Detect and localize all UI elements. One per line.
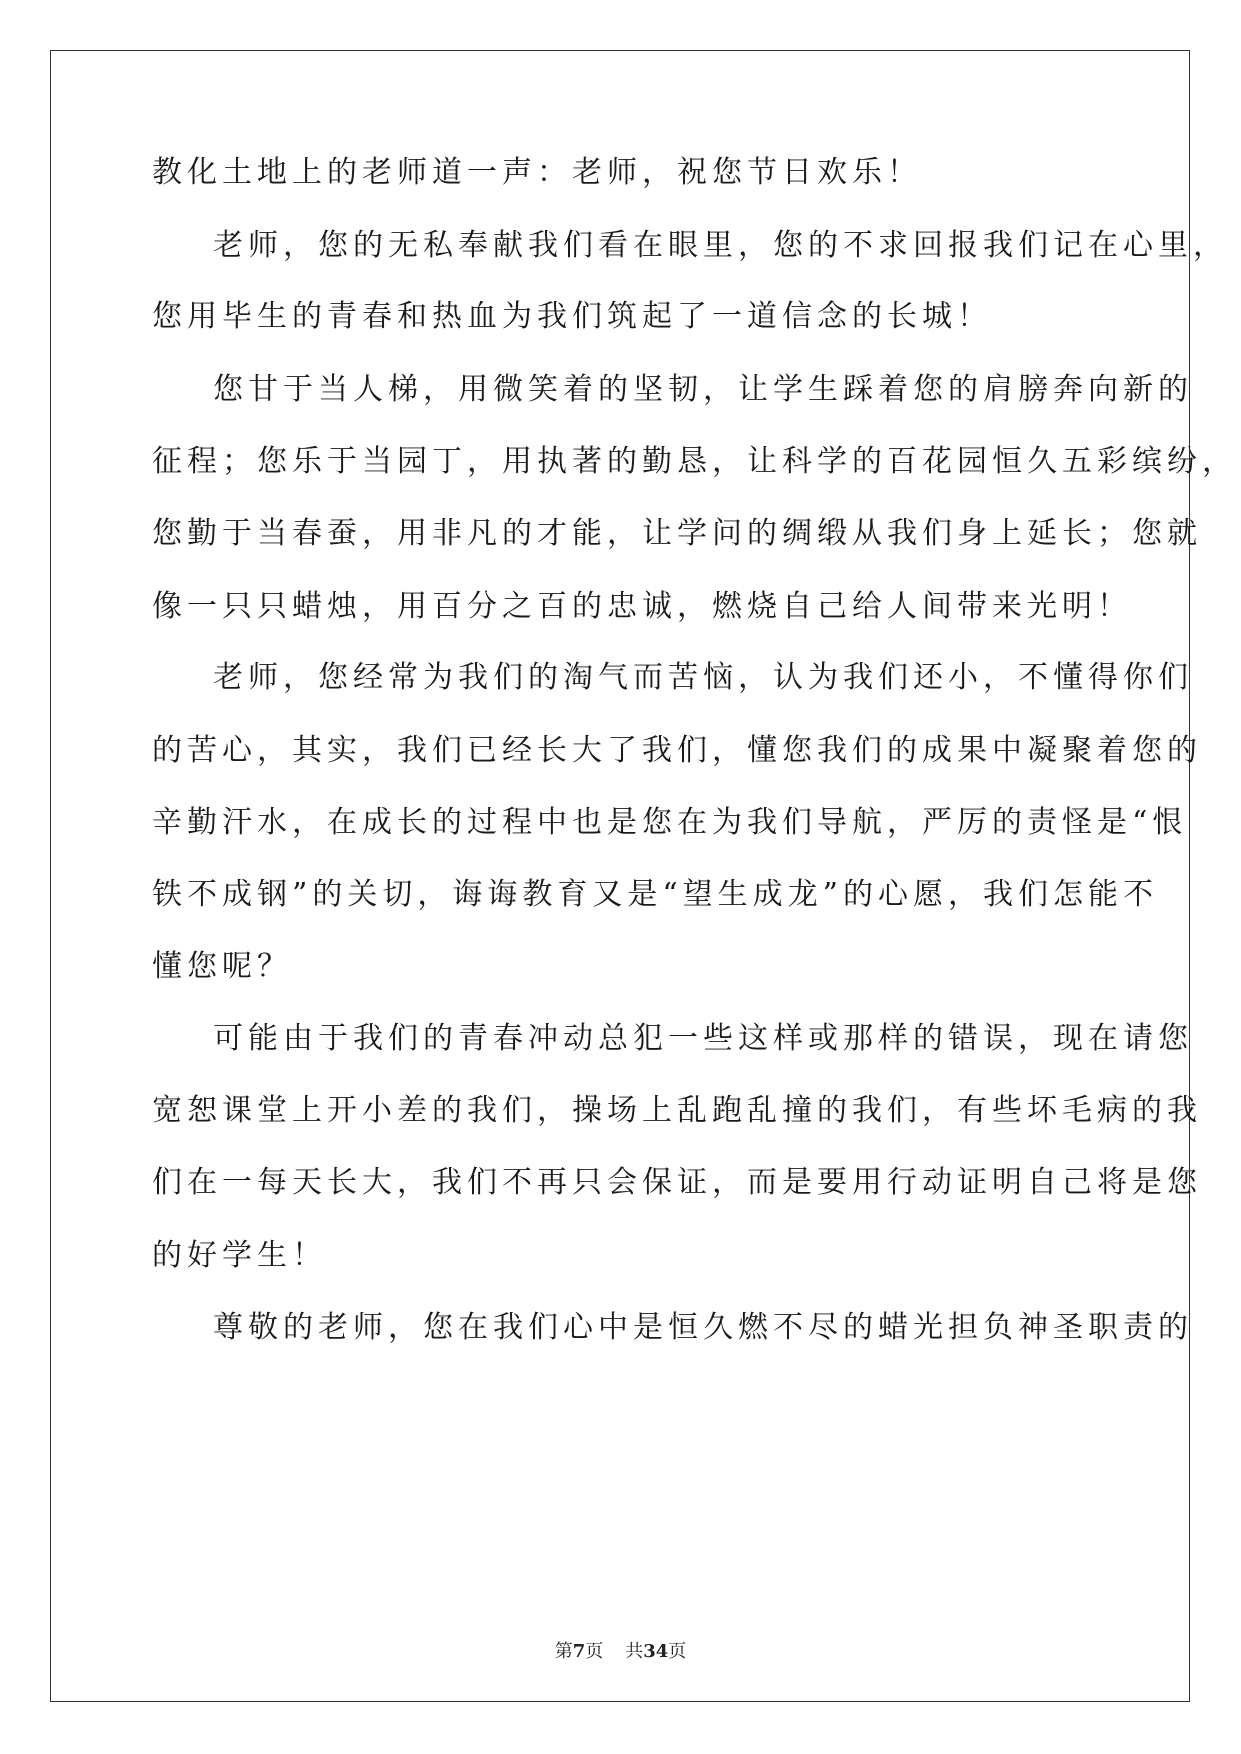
paragraph-line: 您用毕生的青春和热血为我们筑起了一道信念的长城！ <box>152 299 992 334</box>
total-pages: 34 <box>643 1641 669 1662</box>
paragraph-line: 铁不成钢”的关切，诲诲教育又是“望生成龙”的心愿，我们怎能不 <box>152 877 1159 912</box>
paragraph-line: 的苦心，其实，我们已经长大了我们，懂您我们的成果中凝聚着您的 <box>152 733 1202 768</box>
paragraph-line: 像一只只蜡烛，用百分之百的忠诚，燃烧自己给人间带来光明！ <box>152 589 1132 624</box>
paragraph-line: 征程；您乐于当园丁，用执著的勤恳，让科学的百花园恒久五彩缤纷， <box>152 444 1237 479</box>
paragraph-line: 您甘于当人梯，用微笑着的坚韧，让学生踩着您的肩膀奔向新的 <box>213 372 1193 407</box>
paragraph-line: 老师，您经常为我们的淘气而苦恼，认为我们还小，不懂得你们 <box>213 660 1193 695</box>
paragraph-line: 尊敬的老师，您在我们心中是恒久燃不尽的蜡光担负神圣职责的 <box>213 1310 1193 1345</box>
page-footer <box>0 1640 1241 1664</box>
paragraph-line: 们在一每天长大，我们不再只会保证，而是要用行动证明自己将是您 <box>152 1165 1202 1200</box>
page-prefix: 第 <box>554 1641 573 1662</box>
total-prefix: 共 <box>625 1641 644 1662</box>
page-number: 7 <box>572 1641 586 1662</box>
paragraph-line: 教化土地上的老师道一声：老师，祝您节日欢乐！ <box>152 155 922 190</box>
paragraph-line: 的好学生！ <box>152 1238 327 1273</box>
paragraph-line: 宽恕课堂上开小差的我们，操场上乱跑乱撞的我们，有些坏毛病的我 <box>152 1093 1202 1128</box>
page-suffix: 页 <box>585 1641 604 1662</box>
paragraph-line: 老师，您的无私奉献我们看在眼里，您的不求回报我们记在心里， <box>213 228 1228 263</box>
paragraph-line: 辛勤汗水，在成长的过程中也是您在为我们导航，严厉的责怪是“恨 <box>152 805 1188 840</box>
paragraph-line: 可能由于我们的青春冲动总犯一些这样或那样的错误，现在请您 <box>213 1021 1193 1056</box>
paragraph-line: 懂您呢？ <box>152 949 292 984</box>
total-suffix: 页 <box>668 1641 687 1662</box>
paragraph-line: 您勤于当春蚕，用非凡的才能，让学问的绸缎从我们身上延长；您就 <box>152 516 1202 551</box>
